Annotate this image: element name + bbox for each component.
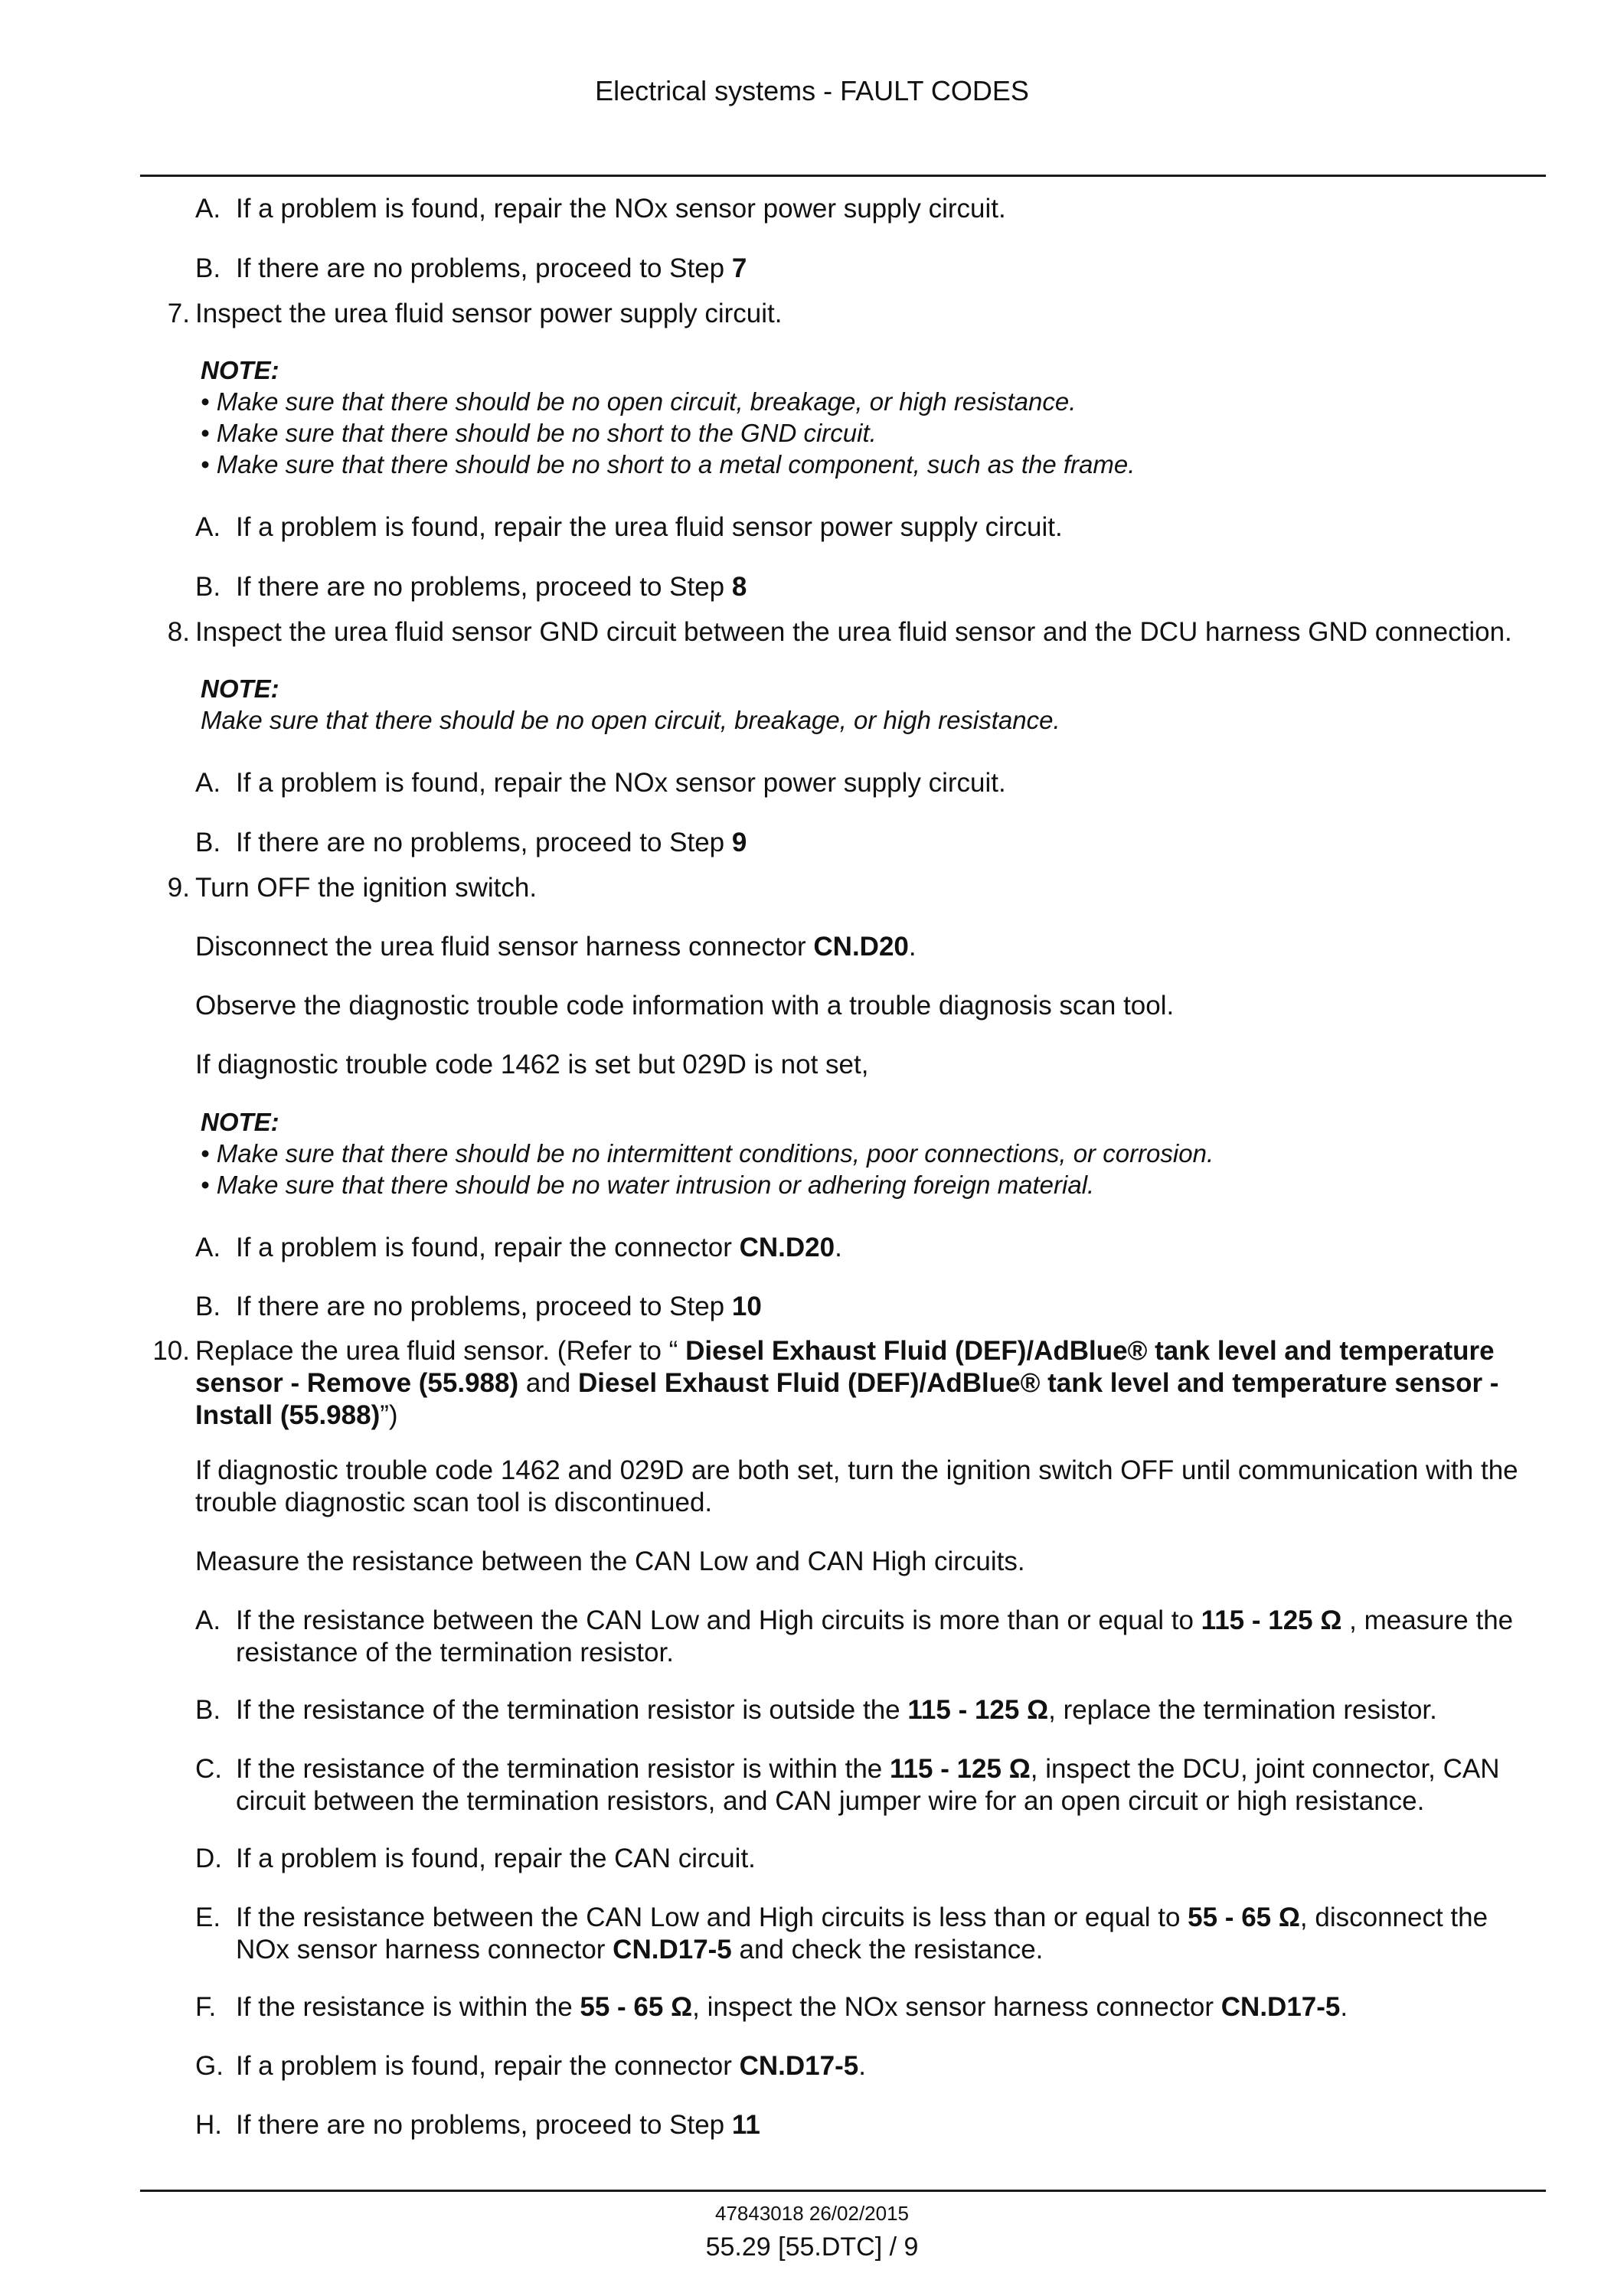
sub-label-a: A. — [195, 768, 221, 798]
note-line: • Make sure that there should be no water intrusion or adhering foreign material. — [201, 1171, 1095, 1199]
step8-a-text: If a problem is found, repair the NOx sensor power supply circuit. — [236, 768, 1006, 798]
note-heading: NOTE: — [201, 1108, 279, 1136]
step10-g-text: If a problem is found, repair the connector CN.D17-5. — [236, 2051, 866, 2081]
step8-text: Inspect the urea fluid sensor GND circuit between the urea fluid sensor and the DCU harness GND connection. — [195, 617, 1512, 647]
step7-b-text: If there are no problems, proceed to Step 8 — [236, 572, 747, 602]
step-ref: 10 — [731, 1292, 762, 1321]
header-divider — [140, 175, 1546, 177]
step10-f-text: If the resistance is within the 55 - 65 Ω, inspect the NOx sensor harness connector CN.D17-5. — [236, 1992, 1348, 2022]
note-heading: NOTE: — [201, 356, 279, 384]
sub-label-g: G. — [195, 2051, 224, 2081]
document-code: 47843018 26/02/2015 — [714, 2202, 910, 2225]
step9-a-text: If a problem is found, repair the connector CN.D20. — [236, 1233, 842, 1262]
step7-a-text: If a problem is found, repair the urea fluid sensor power supply circuit. — [236, 512, 1063, 542]
step10-a-text: If the resistance between the CAN Low and High circuits is more than or equal to 115 - 125 Ω , measure the resistance of the termination resistor. — [236, 1605, 1514, 1667]
resistance-value: 55 - 65 Ω — [580, 1992, 693, 2022]
step10-h-text: If there are no problems, proceed to Step 11 — [236, 2110, 760, 2140]
step-number: 10. — [152, 1336, 190, 1366]
step9-text: Turn OFF the ignition switch. — [195, 873, 538, 903]
step9-note — [201, 1106, 1214, 1200]
resistance-value: 115 - 125 Ω — [1201, 1605, 1342, 1635]
step10-paragraph: Measure the resistance between the CAN Low and CAN High circuits. — [195, 1546, 1025, 1576]
step-ref: 9 — [731, 828, 747, 857]
sub-label-d: D. — [195, 1844, 222, 1873]
connector-code: CN.D17-5 — [739, 2051, 859, 2081]
resistance-value: 115 - 125 Ω — [890, 1754, 1031, 1784]
reference-link: Diesel Exhaust Fluid (DEF)/AdBlue® tank level and temperature sensor - Remove (55.988) — [195, 1336, 1495, 1398]
sub-label-e: E. — [195, 1902, 221, 1932]
page-header-title: Electrical systems - FAULT CODES — [595, 75, 1029, 106]
sub-label-b: B. — [195, 253, 221, 283]
step9-paragraph: If diagnostic trouble code 1462 is set but 029D is not set, — [195, 1050, 869, 1079]
resistance-value: 55 - 65 Ω — [1188, 1902, 1300, 1932]
sub-label-b: B. — [195, 828, 221, 857]
step10-text: Replace the urea fluid sensor. (Refer to “ Diesel Exhaust Fluid (DEF)/AdBlue® tank level and temperature sensor - Remove (55.988) and Diesel Exhaust Fluid (DEF)/AdBlue® tank level and temperature sensor - Install (55.988)”) — [195, 1336, 1499, 1430]
note-line: Make sure that there should be no open circuit, breakage, or high resistance. — [201, 706, 1060, 734]
note-heading: NOTE: — [201, 674, 279, 703]
sub-label-a: A. — [195, 194, 221, 224]
sub-label-a: A. — [195, 1605, 221, 1635]
sub-label-b: B. — [195, 572, 221, 602]
step9-paragraph: Disconnect the urea fluid sensor harness connector CN.D20. — [195, 932, 917, 962]
step8-b-text: If there are no problems, proceed to Step 9 — [236, 828, 747, 857]
resistance-value: 115 - 125 Ω — [907, 1695, 1049, 1725]
note-line: • Make sure that there should be no open circuit, breakage, or high resistance. — [201, 387, 1077, 416]
step9-b-text: If there are no problems, proceed to Step 10 — [236, 1292, 762, 1321]
note-line: • Make sure that there should be no short to the GND circuit. — [201, 419, 877, 447]
step10-d-text: If a problem is found, repair the CAN circuit. — [236, 1844, 756, 1873]
connector-code: CN.D17-5 — [613, 1935, 732, 1965]
step10-e-text: If the resistance between the CAN Low and High circuits is less than or equal to 55 - 65 Ω, disconnect the NOx sensor harness connector CN.D17-5 and check the resistance. — [236, 1902, 1488, 1965]
page-number: 55.29 [55.DTC] / 9 — [705, 2232, 919, 2262]
sub-label-h: H. — [195, 2110, 222, 2140]
step-ref: 11 — [731, 2110, 760, 2140]
sub-label-c: C. — [195, 1754, 222, 1784]
step-number: 8. — [167, 617, 190, 647]
footer-divider — [140, 2190, 1546, 2192]
sub-label-f: F. — [195, 1992, 217, 2022]
step10-c-text: If the resistance of the termination resistor is within the 115 - 125 Ω, inspect the DCU, joint connector, CAN circuit between the termination resistors, and CAN jumper wire for an open circuit or high resistance. — [236, 1754, 1500, 1816]
step-number: 9. — [167, 873, 190, 903]
step6-a-text: If a problem is found, repair the NOx sensor power supply circuit. — [236, 194, 1006, 224]
step7-text: Inspect the urea fluid sensor power supply circuit. — [195, 299, 783, 328]
step10-paragraph: If diagnostic trouble code 1462 and 029D are both set, turn the ignition switch OFF until communication with the trouble diagnostic scan tool is discontinued. — [195, 1455, 1518, 1517]
sub-label-a: A. — [195, 1233, 221, 1262]
sub-label-b: B. — [195, 1695, 221, 1725]
step-number: 7. — [167, 299, 190, 328]
step10-b-text: If the resistance of the termination resistor is outside the 115 - 125 Ω, replace the termination resistor. — [236, 1695, 1437, 1725]
sub-label-b: B. — [195, 1292, 221, 1321]
note-line: • Make sure that there should be no short to a metal component, such as the frame. — [201, 450, 1135, 478]
connector-code: CN.D17-5 — [1220, 1992, 1341, 2022]
step6-b-text: If there are no problems, proceed to Step 7 — [236, 253, 747, 283]
step8-note — [201, 673, 1060, 736]
step-ref: 7 — [731, 253, 747, 283]
connector-code: CN.D20 — [739, 1233, 835, 1262]
step-ref: 8 — [731, 572, 747, 602]
connector-code: CN.D20 — [813, 932, 909, 962]
reference-link: Diesel Exhaust Fluid (DEF)/AdBlue® tank level and temperature sensor - Install (55.988) — [195, 1368, 1499, 1430]
step9-paragraph: Observe the diagnostic trouble code information with a trouble diagnosis scan tool. — [195, 991, 1175, 1021]
note-line: • Make sure that there should be no intermittent conditions, poor connections, or corrosion. — [201, 1139, 1214, 1168]
sub-label-a: A. — [195, 512, 221, 542]
step7-note — [201, 354, 1135, 480]
